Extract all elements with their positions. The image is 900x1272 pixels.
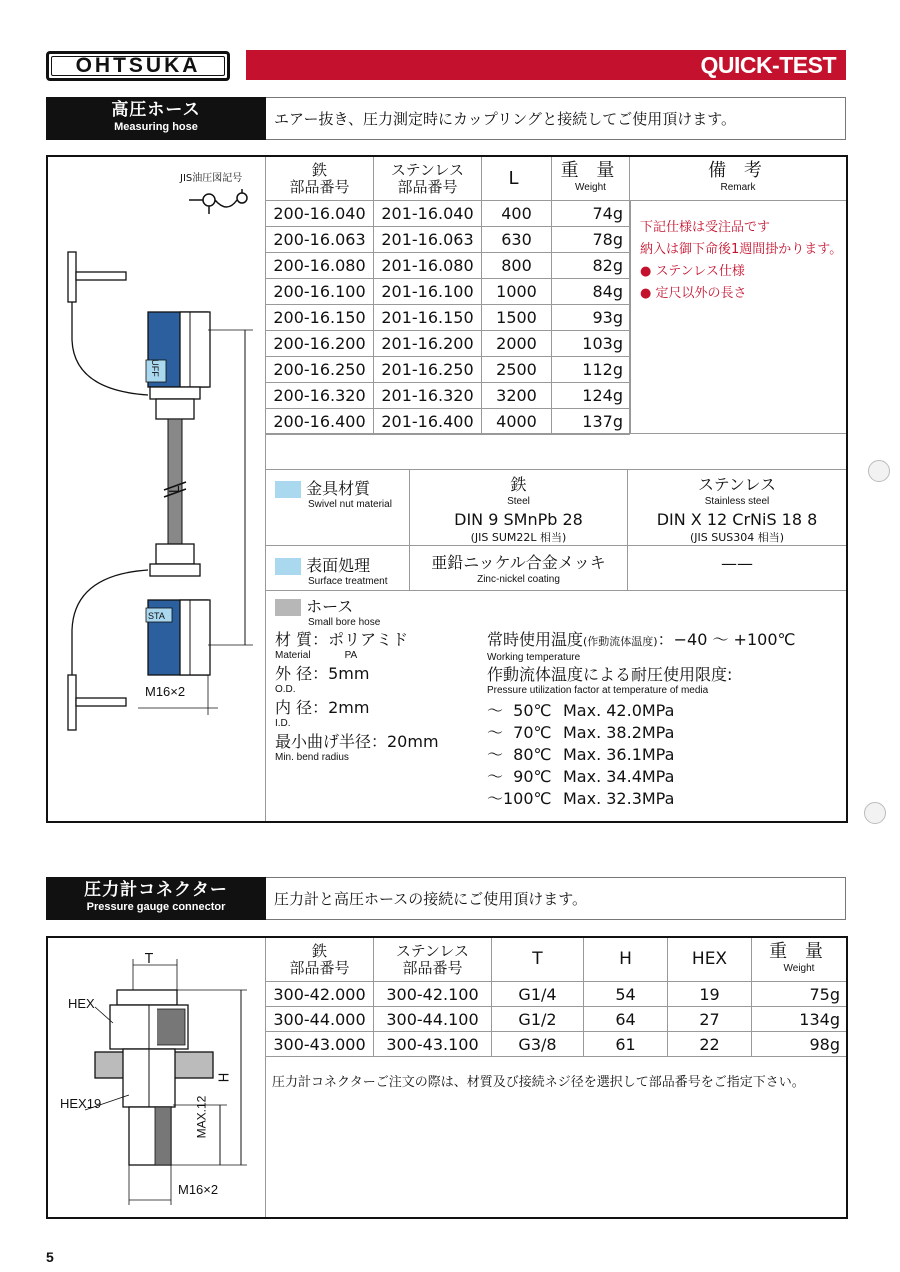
col2-stainless-1: ステンレス bbox=[395, 941, 470, 960]
spec-material-val: PA bbox=[344, 650, 358, 661]
table-cell-stainless: 201-16.080 bbox=[374, 253, 482, 279]
dim-l-label: L bbox=[168, 485, 184, 494]
section2-title-jp: 圧力計コネクター bbox=[84, 880, 228, 900]
pressure-max: Max. 36.1MPa bbox=[563, 745, 675, 764]
table-cell-weight: 93g bbox=[552, 305, 630, 331]
dim-thread-label: M16×2 bbox=[178, 1182, 219, 1197]
col-length bbox=[482, 157, 552, 201]
material-label-en: Swivel nut material bbox=[308, 499, 392, 510]
remarks-block bbox=[640, 217, 842, 305]
table2-cell-t: G1/2 bbox=[492, 1007, 584, 1032]
surface-label bbox=[275, 553, 387, 587]
table2-cell-h: 64 bbox=[584, 1007, 668, 1032]
series-title: QUICK-TEST bbox=[700, 51, 836, 78]
col-weight-en: Weight bbox=[575, 181, 606, 193]
section1-title bbox=[46, 97, 266, 140]
dim-t-label: T bbox=[145, 952, 153, 967]
table2-cell-hex: 22 bbox=[668, 1032, 752, 1057]
section2-title-en: Pressure gauge connector bbox=[86, 901, 226, 913]
divider bbox=[266, 590, 846, 591]
table-cell-stainless: 201-16.250 bbox=[374, 357, 482, 383]
divider bbox=[630, 201, 631, 433]
table2-cell-weight: 75g bbox=[752, 982, 846, 1007]
col2-stainless bbox=[374, 938, 492, 982]
spec-bend-en: Min. bend radius bbox=[275, 752, 349, 763]
order-note: 圧力計コネクターご注文の際は、材質及び接続ネジ径を選択して部品番号をご指定下さい。 bbox=[272, 1075, 805, 1090]
surface-steel-jp: 亜鉛ニッケル合金メッキ bbox=[431, 553, 606, 572]
pressure-row bbox=[487, 744, 842, 766]
table-cell-length: 3200 bbox=[482, 383, 552, 409]
spec-material-en bbox=[275, 650, 475, 661]
remark-line: 納入は御下命後1週間掛かります。 bbox=[640, 242, 843, 257]
table-cell-length: 630 bbox=[482, 227, 552, 253]
col-remark bbox=[630, 157, 846, 201]
table2-cell-t: G3/8 bbox=[492, 1032, 584, 1057]
pressure-temp: ～ 80℃ bbox=[487, 745, 552, 764]
surface-steel-en: Zinc-nickel coating bbox=[477, 574, 560, 585]
series-banner bbox=[246, 50, 846, 80]
punch-hole bbox=[868, 460, 890, 482]
swatch-blue bbox=[275, 481, 301, 498]
material-steel-en: Steel bbox=[507, 496, 530, 507]
dim-h-label: H bbox=[217, 1072, 233, 1083]
table-cell-stainless: 201-16.150 bbox=[374, 305, 482, 331]
remark-line: ● ステンレス仕様 bbox=[640, 264, 745, 279]
table2-cell-hex: 27 bbox=[668, 1007, 752, 1032]
material-stainless-jp: ステンレス bbox=[697, 475, 776, 494]
divider bbox=[266, 433, 846, 434]
table2-cell-stainless: 300-44.100 bbox=[374, 1007, 492, 1032]
spec-bend-jp: 最小曲げ半径：20mm bbox=[275, 732, 439, 751]
col-iron-2: 部品番号 bbox=[289, 177, 350, 196]
material-steel-jp: 鉄 bbox=[510, 475, 527, 494]
table-cell-weight: 84g bbox=[552, 279, 630, 305]
table-cell-iron: 200-16.100 bbox=[266, 279, 374, 305]
table2-cell-iron: 300-44.000 bbox=[266, 1007, 374, 1032]
spec-temp-range: ：−40 ～ +100℃ bbox=[657, 630, 796, 649]
spec-material-en-text: Material bbox=[275, 650, 311, 661]
measuring-hose-drawing bbox=[58, 240, 263, 760]
table-cell-iron: 200-16.150 bbox=[266, 305, 374, 331]
col-iron bbox=[266, 157, 374, 201]
col2-iron-2: 部品番号 bbox=[289, 958, 350, 977]
swatch-grey bbox=[275, 599, 301, 616]
col2-t-label: T bbox=[532, 949, 543, 969]
pressure-row bbox=[487, 766, 842, 788]
pressure-max: Max. 34.4MPa bbox=[563, 767, 675, 786]
table-cell-stainless: 201-16.400 bbox=[374, 409, 482, 435]
pressure-row bbox=[487, 788, 842, 810]
table-cell-iron: 200-16.400 bbox=[266, 409, 374, 435]
table-cell-weight: 103g bbox=[552, 331, 630, 357]
table-cell-weight: 74g bbox=[552, 201, 630, 227]
spec-temp-note: (作動流体温度) bbox=[583, 635, 658, 648]
material-stainless bbox=[628, 476, 846, 546]
table-cell-length: 1500 bbox=[482, 305, 552, 331]
col-iron-1: 鉄 bbox=[311, 160, 327, 179]
hose-label-jp: ホース bbox=[306, 597, 354, 616]
table-cell-stainless: 201-16.100 bbox=[374, 279, 482, 305]
table-cell-iron: 200-16.080 bbox=[266, 253, 374, 279]
col-remark-en: Remark bbox=[720, 181, 756, 193]
col-weight bbox=[552, 157, 630, 201]
col2-t bbox=[492, 938, 584, 982]
col2-h-label: H bbox=[619, 949, 632, 969]
section2-title bbox=[46, 877, 266, 920]
hose-label-en: Small bore hose bbox=[308, 617, 381, 628]
table2-cell-hex: 19 bbox=[668, 982, 752, 1007]
pressure-temp: ～100℃ bbox=[487, 789, 552, 808]
material-stainless-jis: (JIS SUS304 相当) bbox=[689, 531, 785, 544]
table-cell-weight: 78g bbox=[552, 227, 630, 253]
jis-symbol-label: JIS油圧図記号 bbox=[180, 173, 243, 184]
swatch-blue bbox=[275, 558, 301, 575]
table-cell-stainless: 201-16.063 bbox=[374, 227, 482, 253]
table-cell-length: 2000 bbox=[482, 331, 552, 357]
pressure-temp: ～ 70℃ bbox=[487, 723, 552, 742]
table-cell-weight: 137g bbox=[552, 409, 630, 435]
col2-h bbox=[584, 938, 668, 982]
pressure-max: Max. 38.2MPa bbox=[563, 723, 675, 742]
spec-temp-en: Working temperature bbox=[487, 652, 581, 663]
ohtsuka-logo bbox=[46, 51, 230, 81]
section2-description-text: 圧力計と高圧ホースの接続にご使用頂けます。 bbox=[274, 890, 588, 908]
spec-factor-en: Pressure utilization factor at temperature of media bbox=[487, 685, 709, 696]
spec-material-jp: 材 質：ポリアミド bbox=[275, 630, 409, 649]
table-cell-length: 2500 bbox=[482, 357, 552, 383]
col-remark-jp: 備 考 bbox=[708, 159, 768, 181]
section1-description-text: エアー抜き、圧力測定時にカップリングと接続してご使用頂けます。 bbox=[274, 110, 737, 128]
pressure-temp: ～ 90℃ bbox=[487, 767, 552, 786]
section1-description bbox=[266, 97, 846, 140]
logo-text: OHTSUKA bbox=[75, 54, 201, 77]
col-stainless-1: ステンレス bbox=[390, 160, 465, 179]
col2-weight-en: Weight bbox=[783, 962, 815, 974]
pressure-row bbox=[487, 722, 842, 744]
table-cell-weight: 124g bbox=[552, 383, 630, 409]
hose-spec-left bbox=[275, 630, 475, 763]
pressure-max: Max. 42.0MPa bbox=[563, 701, 675, 720]
table-cell-stainless: 201-16.040 bbox=[374, 201, 482, 227]
table2-cell-iron: 300-43.000 bbox=[266, 1032, 374, 1057]
dim-hex-label: HEX bbox=[68, 996, 95, 1011]
table2-cell-h: 61 bbox=[584, 1032, 668, 1057]
section1-title-en: Measuring hose bbox=[114, 121, 198, 133]
col2-hex-label: HEX bbox=[691, 949, 728, 969]
table-cell-iron: 200-16.040 bbox=[266, 201, 374, 227]
material-steel bbox=[410, 476, 627, 546]
tag-bottom: STA bbox=[148, 611, 165, 621]
material-stainless-en: Stainless steel bbox=[704, 496, 770, 507]
dim-max-label: MAX.12 bbox=[194, 1095, 209, 1139]
surface-label-jp: 表面処理 bbox=[306, 556, 371, 575]
material-label bbox=[275, 476, 392, 510]
col-weight-jp: 重 量 bbox=[560, 159, 621, 181]
col2-weight-jp: 重 量 bbox=[769, 940, 829, 962]
material-steel-spec: DIN 9 SMnPb 28 bbox=[454, 510, 583, 529]
section1-title-jp: 高圧ホース bbox=[111, 100, 201, 120]
table2-cell-weight: 98g bbox=[752, 1032, 846, 1057]
section2-description bbox=[266, 877, 846, 920]
surface-steel bbox=[410, 554, 627, 588]
col-stainless bbox=[374, 157, 482, 201]
table-cell-iron: 200-16.320 bbox=[266, 383, 374, 409]
pressure-row bbox=[487, 700, 842, 722]
table2-cell-t: G1/4 bbox=[492, 982, 584, 1007]
table2-cell-weight: 134g bbox=[752, 1007, 846, 1032]
table-cell-length: 400 bbox=[482, 201, 552, 227]
jis-symbol-icon bbox=[185, 188, 260, 218]
thread-label: M16×2 bbox=[145, 684, 186, 699]
table-cell-length: 1000 bbox=[482, 279, 552, 305]
dim-hex19-label: HEX19 bbox=[60, 1096, 102, 1111]
spec-od-en: O.D. bbox=[275, 684, 296, 695]
material-steel-jis: (JIS SUM22L 相当) bbox=[470, 531, 567, 544]
col2-weight bbox=[752, 938, 846, 982]
pressure-max: Max. 32.3MPa bbox=[563, 789, 675, 808]
table-cell-stainless: 201-16.200 bbox=[374, 331, 482, 357]
divider bbox=[266, 469, 846, 470]
surface-label-en: Surface treatment bbox=[308, 576, 388, 587]
punch-hole bbox=[864, 802, 886, 824]
spec-temp-jp: 常時使用温度 bbox=[487, 630, 584, 649]
col2-hex bbox=[668, 938, 752, 982]
col2-iron bbox=[266, 938, 374, 982]
spec-od-jp: 外 径：5mm bbox=[275, 664, 370, 683]
spec-id-jp: 内 径：2mm bbox=[275, 698, 370, 717]
table-cell-stainless: 201-16.320 bbox=[374, 383, 482, 409]
hose-spec-right bbox=[487, 630, 842, 810]
hose-label bbox=[275, 594, 380, 628]
page-number: 5 bbox=[46, 1249, 54, 1265]
remark-line: 下記仕様は受注品です bbox=[640, 220, 771, 235]
table-cell-length: 800 bbox=[482, 253, 552, 279]
col2-iron-1: 鉄 bbox=[311, 941, 327, 960]
pressure-temp: ～ 50℃ bbox=[487, 701, 552, 720]
surface-stainless: —— bbox=[721, 554, 753, 573]
table2-cell-stainless: 300-42.100 bbox=[374, 982, 492, 1007]
table-cell-iron: 200-16.063 bbox=[266, 227, 374, 253]
material-label-jp: 金具材質 bbox=[306, 479, 371, 498]
spec-id-en: I.D. bbox=[275, 718, 291, 729]
table2-cell-h: 54 bbox=[584, 982, 668, 1007]
pressure-list bbox=[487, 700, 842, 810]
material-stainless-spec: DIN X 12 CrNiS 18 8 bbox=[656, 510, 818, 529]
table-cell-length: 4000 bbox=[482, 409, 552, 435]
table-cell-weight: 112g bbox=[552, 357, 630, 383]
table2-cell-stainless: 300-43.100 bbox=[374, 1032, 492, 1057]
remark-line: ● 定尺以外の長さ bbox=[640, 286, 747, 301]
col-stainless-2: 部品番号 bbox=[397, 177, 458, 196]
table-cell-weight: 82g bbox=[552, 253, 630, 279]
col-length-label: L bbox=[508, 168, 525, 189]
table-cell-iron: 200-16.200 bbox=[266, 331, 374, 357]
col2-stainless-2: 部品番号 bbox=[402, 958, 463, 977]
table-cell-iron: 200-16.250 bbox=[266, 357, 374, 383]
spec-factor-jp: 作動流体温度による耐圧使用限度: bbox=[487, 665, 733, 684]
tag-top: UFF bbox=[149, 359, 160, 377]
table2-cell-iron: 300-42.000 bbox=[266, 982, 374, 1007]
